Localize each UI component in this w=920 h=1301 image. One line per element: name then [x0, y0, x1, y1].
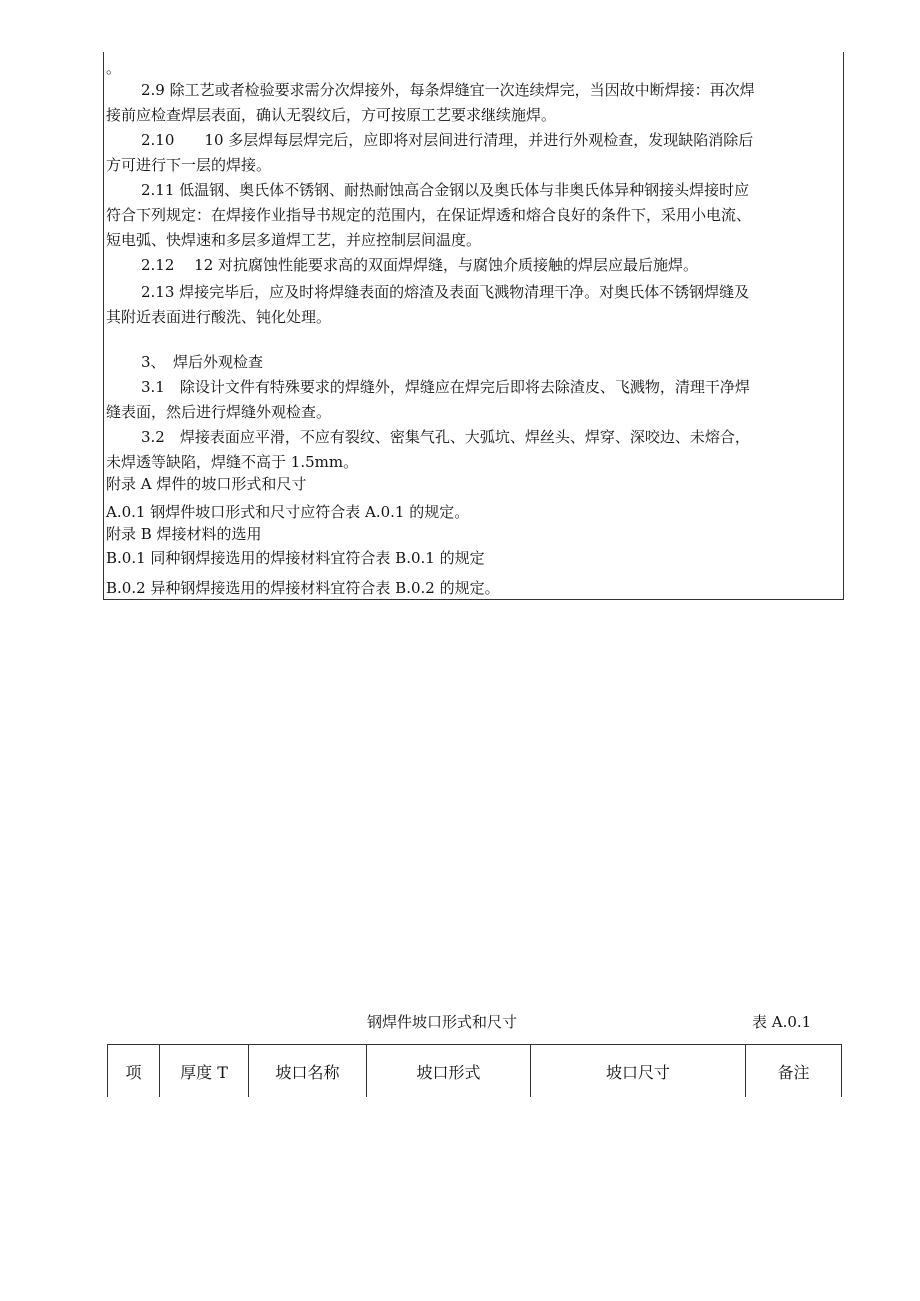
header-cell-item: 项 — [108, 1045, 160, 1098]
text-line: B.0.2 异种钢焊接选用的焊接材料宜符合表 B.0.2 的规定。 — [106, 579, 500, 597]
text-line: 符合下列规定：在焊接作业指导书规定的范围内，在保证焊透和熔合良好的条件下，采用小电流、 — [106, 206, 752, 224]
text-line: 其附近表面进行酸洗、钝化处理。 — [106, 308, 332, 326]
text-line: 2.10 10 多层焊每层焊完后，应即将对层间进行清理，并进行外观检查，发现缺陷消除后 — [141, 131, 754, 149]
text-line: 接前应检查焊层表面，确认无裂纹后，方可按原工艺要求继续施焊。 — [106, 106, 557, 124]
text-line: 3.2 焊接表面应平滑，不应有裂纹、密集气孔、大弧坑、焊丝头、焊穿、深咬边、未熔合， — [141, 428, 750, 446]
table-caption: 钢焊件坡口形式和尺寸 — [367, 1013, 518, 1031]
text-line: 。 — [106, 59, 122, 77]
appendix-heading: 附录 B 焊接材料的选用 — [106, 525, 262, 543]
header-cell-groove-form: 坡口形式 — [367, 1045, 531, 1098]
text-line: 2.13 焊接完毕后，应及时将焊缝表面的熔渣及表面飞溅物清理干净。对奥氏体不锈钢焊缝及 — [141, 283, 750, 301]
text-line: 缝表面，然后进行焊缝外观检查。 — [106, 403, 332, 421]
text-line: 2.11 低温钢、奥氏体不锈钢、耐热耐蚀高合金钢以及奥氏体与非奥氏体异种钢接头焊接时应 — [141, 181, 750, 199]
text-line: A.0.1 钢焊件坡口形式和尺寸应符合表 A.0.1 的规定。 — [106, 503, 470, 521]
table-header — [107, 1044, 842, 1097]
header-cell-groove-size: 坡口尺寸 — [531, 1045, 746, 1098]
text-line: 2.12 12 对抗腐蚀性能要求高的双面焊焊缝，与腐蚀介质接触的焊层应最后施焊。 — [141, 256, 699, 274]
text-line: 未焊透等缺陷，焊缝不高于 1.5mm。 — [106, 453, 359, 471]
table-header-row — [108, 1045, 842, 1098]
text-line: 短电弧、快焊速和多层多道焊工艺，并应控制层间温度。 — [106, 231, 482, 249]
appendix-heading: 附录 A 焊件的坡口形式和尺寸 — [106, 475, 307, 493]
text-line: 2.9 除工艺或者检验要求需分次焊接外，每条焊缝宜一次连续焊完，当因故中断焊接：再次焊 — [141, 81, 755, 99]
header-cell-thickness: 厚度 T — [160, 1045, 249, 1098]
section-heading: 3、 焊后外观检查 — [141, 353, 264, 371]
header-cell-remarks: 备注 — [746, 1045, 842, 1098]
header-cell-groove-name: 坡口名称 — [249, 1045, 367, 1098]
text-line: B.0.1 同种钢焊接选用的焊接材料宜符合表 B.0.1 的规定 — [106, 549, 485, 567]
text-line: 3.1 除设计文件有特殊要求的焊缝外，焊缝应在焊完后即将去除渣皮、飞溅物，清理干净焊 — [141, 378, 750, 396]
table-number: 表 A.0.1 — [752, 1013, 812, 1031]
text-line: 方可进行下一层的焊接。 — [106, 156, 272, 174]
